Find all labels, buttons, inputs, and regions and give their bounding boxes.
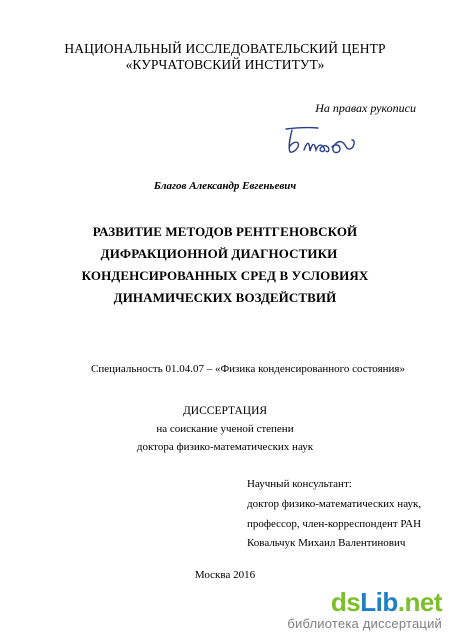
dissertation-degree-line1: на соискание ученой степени [156,423,294,435]
city-year: Москва 2016 [194,569,256,581]
signature-image [280,120,370,162]
rights-note: На правах рукописи [315,101,416,115]
specialty-line: Специальность 01.04.07 – «Физика конденсированного состояния» [91,363,405,375]
dslib-watermark [287,589,442,631]
dissertation-title-line1: РАЗВИТИЕ МЕТОДОВ РЕНТГЕНОВСКОЙ [92,224,358,239]
consultant-degree: доктор физико-математических наук, [247,498,422,510]
consultant-heading: Научный консультант: [247,478,352,490]
dslib-logo: dsLib.net [330,587,442,617]
institution-name-line1: НАЦИОНАЛЬНЫЙ ИССЛЕДОВАТЕЛЬСКИЙ ЦЕНТР [64,41,386,56]
dissertation-heading: ДИССЕРТАЦИЯ [182,405,268,417]
consultant-title: профессор, член-корреспондент РАН [247,518,422,530]
dissertation-title-line3: КОНДЕНСИРОВАННЫХ СРЕД В УСЛОВИЯХ [81,268,369,283]
dissertation-title-line2: ДИФРАКЦИОННОЙ ДИАГНОСТИКИ [100,246,338,261]
dissertation-title-line4: ДИНАМИЧЕСКИХ ВОЗДЕЙСТВИЙ [113,290,337,305]
author-name: Благов Александр Евгеньевич [153,180,297,192]
dissertation-degree-line2: доктора физико-математических наук [136,441,314,453]
dslib-subtitle: библиотека диссертаций [287,616,442,631]
institution-name-line2: «КУРЧАТОВСКИЙ ИНСТИТУТ» [125,57,325,72]
consultant-name: Ковальчук Михаил Валентинович [247,537,406,549]
